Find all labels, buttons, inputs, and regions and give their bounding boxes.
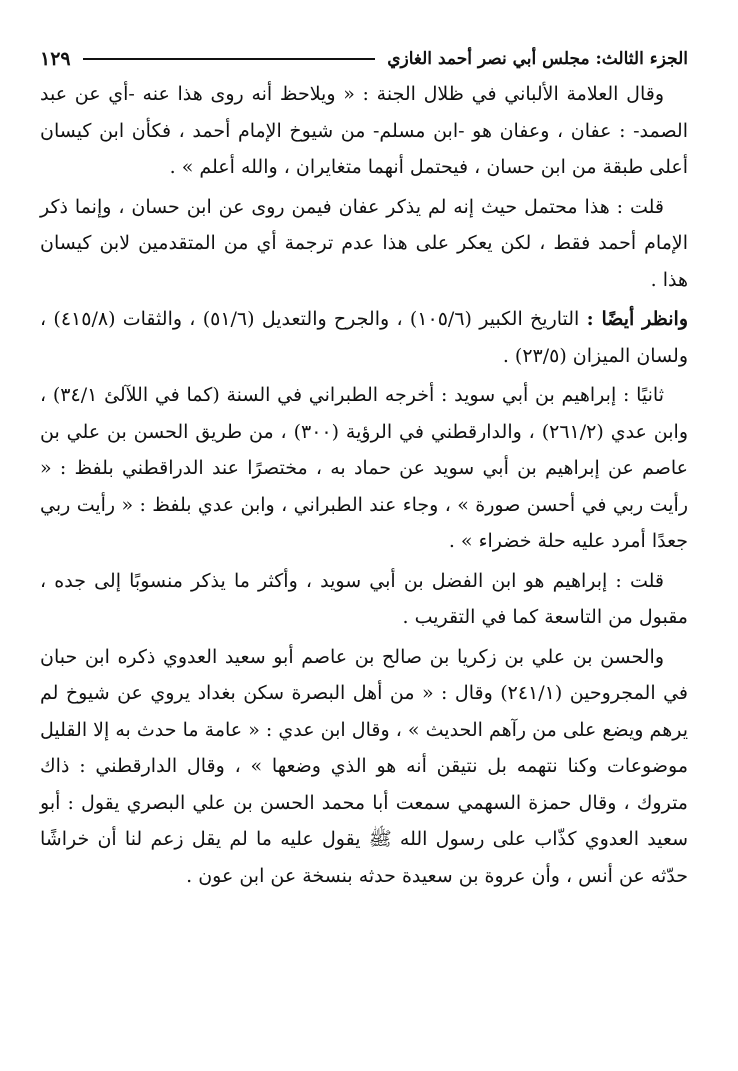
page-number: ١٢٩ [40,48,71,70]
paragraph-lead: وانظر أيضًا : [586,308,688,330]
paragraph-text: ثانيًا : إبراهيم بن أبي سويد : أخرجه الطبراني في السنة (كما في اللآلئ ٣٤/١) ، وابن عدي (٢٦١/٢) ، والدارقطني في الرؤية (٣٠٠) ، من طريق الحسن بن علي بن عاصم عن إبراهيم بن أبي سويد عن حماد به ، مختصرًا عند الدراقطني بلفظ : « رأيت ربي في أحسن صورة » ، وجاء عند الطبراني ، وابن عدي بلفظ : « رأيت ربي جعدًا أمرد عليه حلة خضراء » . [40,384,688,552]
paragraph-text: والحسن بن علي بن زكريا بن صالح بن عاصم أبو سعيد العدوي ذكره ابن حبان في المجروحين (٢٤١/١) وقال : « من أهل البصرة سكن بغداد يروي عن شيوخ لم يرهم ويضع على من رآهم الحديث » ، وقال ابن عدي : « عامة ما حدث به إلا القليل موضوعات وكنا نتهمه بل نتيقن أنه هو الذي وضعها » ، وقال الدارقطني : ذاك متروك ، وقال حمزة السهمي سمعت أبا محمد الحسن بن علي البصري يقول : أبو سعيد العدوي كذّاب على رسول الله ﷺ يقول عليه ما لم يقل زعم لنا أن خراشًا حدّثه عن أنس ، وأن عروة بن سعيدة حدثه بنسخة عن ابن عون . [40,645,688,887]
header-title: الجزء الثالث: مجلس أبي نصر أحمد الغازي [387,49,688,69]
paragraph-albani-quote [40,76,688,186]
paragraph-text: وقال العلامة الألباني في ظلال الجنة : « ويلاحظ أنه روى هذا عنه -أي عن عبد الصمد- : عفان ، وعفان هو -ابن مسلم- من شيوخ الإمام أحمد ، فكأن ابن كيسان أعلى طبقة من ابن حسان ، فيحتمل أنهما متغايران ، والله أعلم » . [40,83,688,178]
paragraph-see-also [40,301,688,374]
paragraph-text: التاريخ الكبير (١٠٥/٦) ، والجرح والتعديل (٥١/٦) ، والثقات (٤١٥/٨) ، ولسان الميزان (٢٣/٥) . [40,308,688,367]
header-rule [83,58,376,60]
paragraph-text: قلت : إبراهيم هو ابن الفضل بن أبي سويد ، وأكثر ما يذكر منسوبًا إلى جده ، مقبول من التاسعة كما في التقريب . [40,569,688,628]
running-header [40,42,688,76]
paragraph-qultu-ibn-kaysan [40,189,688,299]
paragraph-second-ibrahim [40,377,688,560]
paragraph-qultu-ibrahim [40,563,688,636]
paragraph-text: قلت : هذا محتمل حيث إنه لم يذكر عفان فيمن روى عن ابن حسان ، وإنما ذكر الإمام أحمد فقط ، لكن يعكر على هذا عدم ترجمة أي من المتقدمين لابن كيسان هذا . [40,195,688,291]
paragraph-hasan-ibn-ali [40,639,688,895]
